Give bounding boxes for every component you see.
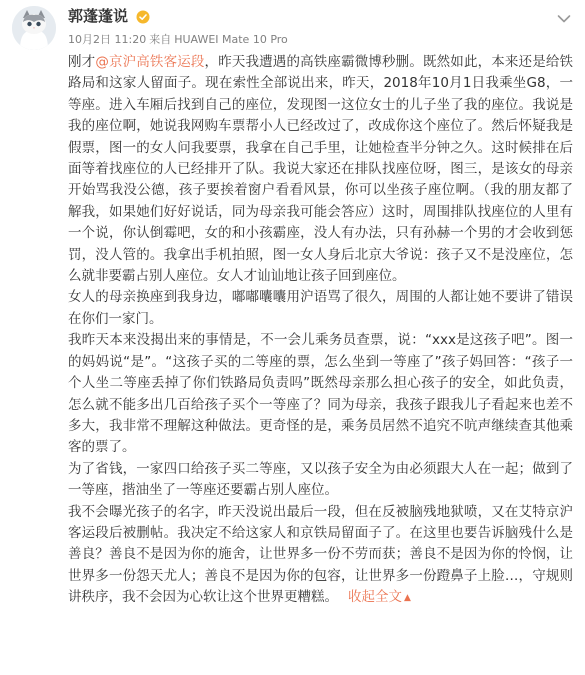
post-paragraph (68, 52, 573, 287)
post-paragraph: 为了省钱，一家四口给孩子买二等座，又以孩子安全为由必须跟大人在一起；做到了一等座，揩油坐了一等座还要霸占别人座位。 (68, 460, 573, 499)
post-paragraph: 我昨天本来没揭出来的事情是，不一会儿乘务员查票，说：“xxx是这孩子吧”。图一的妈妈说“是”。“这孩子买的二等座的票，怎么坐到一等座了”孩子妈回答：“孩子一个人坐二等座丢掉了你们铁路局负责吗”既然母亲那么担心孩子的安全，如此负责，怎么就不能多出几百给孩子买个一等座了？同为母亲，我孩子跟我儿子看起来也差不多大，我非常不理解这种做法。更奇怪的是，乘务员居然不追究不吭声继续查其他乘客的票了。 (68, 332, 573, 456)
author-name[interactable]: 郭蓬蓬说 (68, 7, 129, 25)
post-header (0, 0, 585, 50)
paragraph-text: 我不会曝光孩子的名字，昨天没说出最后一段，但在反被脑残地狱喷，又在艾特京沪客运段后被删帖。我决定不给这家人和京铁局留面子了。在这里也要告诉脑残什么是善良？善良不是因为你的施舍，让世界多一份不劳而获；善良不是因为你的怜悯，让世界多一份怨天尤人；善良不是因为你的包容，让世界多一份蹬鼻子上脸…，守规则讲秩序，我不会因为心软让这个世界更糟糕。 (68, 503, 573, 606)
cat-avatar-icon (12, 6, 56, 50)
mention-link[interactable]: @京沪高铁客运段 (95, 54, 205, 70)
avatar[interactable] (12, 6, 56, 50)
source-prefix: 来自 (149, 33, 172, 46)
post-paragraph (68, 502, 573, 610)
paragraph-text: ，昨天我遭遇的高铁座霸微博秒删。既然如此，本来还是给铁路局和这家人留面子。现在索性全部说出来，昨天，2018年10月1日我乘坐G8，一等座。进入车厢后找到自己的座位，发现图一这位女士的儿子坐了我的座位。我说是我的座位啊，她说我网购车票帮小人已经改过了，改成你这个座位了。然后怀疑我是假票，图一的女人问我要票，我拿在自己手里，让她检查半分钟之久。这时候排在后面等着找座位的人已经排开了队。我说大家还在排队找座位呀，图三，是该女的母亲开始骂我没公德，孩子要挨着窗户看看风景，你可以坐孩子座位啊。（我的朋友都了解我，如果她们好好说话，同为母亲我可能会答应）这时，周围排队找座位的人里有一个说，你认倒霉吧，女的和小孩霸座，没人有办法，只有孙赫一个男的才会收到惩罚，没人管的。我拿出手机拍照，图一女人身后北京大爷说：孩子又不是没座位，怎么就非要霸占别人座位。女人才讪讪地让孩子回到座位。 (68, 54, 574, 285)
paragraph-text: 刚才 (68, 54, 96, 70)
post-source: HUAWEI Mate 10 Pro (174, 33, 288, 46)
collapse-full-text-link[interactable] (348, 589, 411, 605)
chevron-down-icon[interactable] (557, 14, 571, 24)
collapse-label: 收起全文 (348, 589, 402, 606)
chevron-up-icon: ▲ (404, 593, 411, 604)
post-paragraph: 女人的母亲换座到我身边，嘟嘟囔囔用沪语骂了很久，周围的人都让她不要讲了错误在你们一家门。 (68, 289, 573, 327)
verified-badge-icon (136, 10, 150, 24)
post-time[interactable]: 10月2日 11:20 (68, 33, 147, 46)
post-meta (68, 33, 291, 47)
post-content (68, 52, 573, 610)
